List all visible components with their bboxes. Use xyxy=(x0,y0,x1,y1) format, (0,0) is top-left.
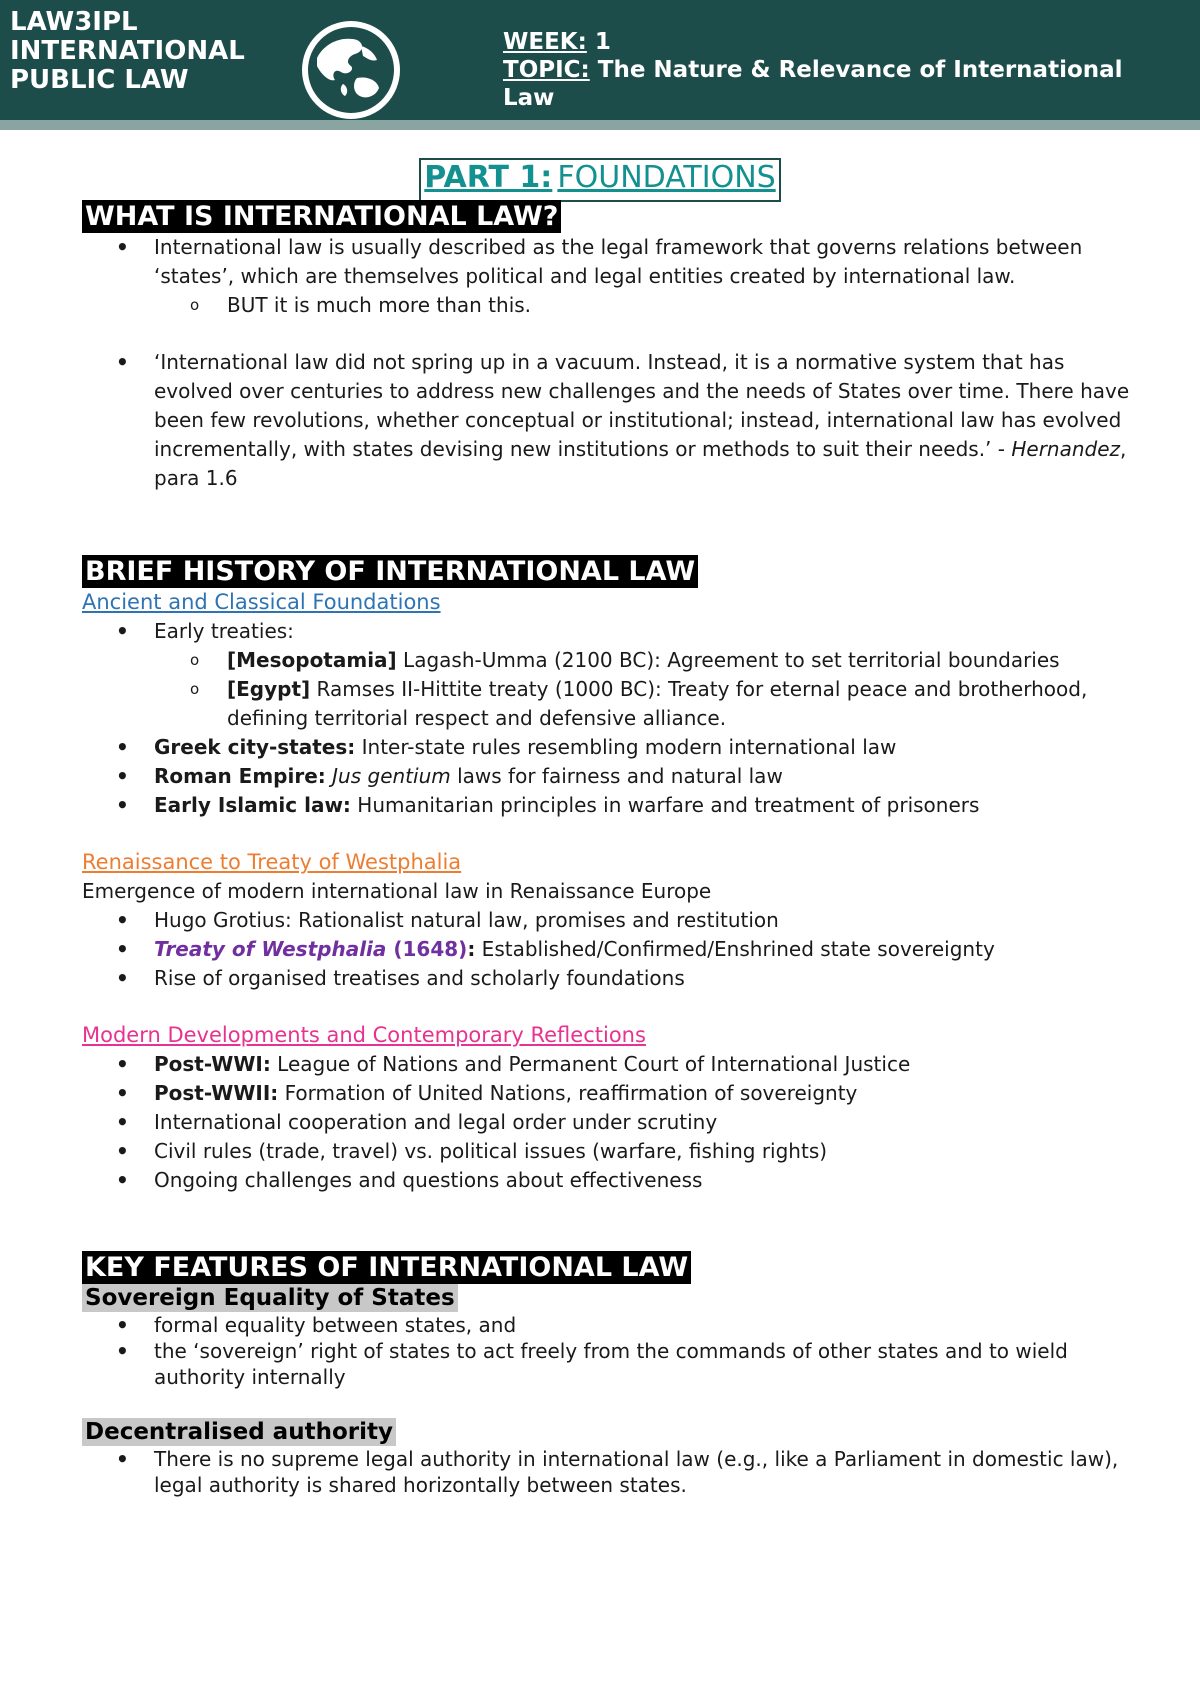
item-italic: Jus gentium xyxy=(332,764,451,788)
spacer xyxy=(82,1390,1132,1418)
decentralised-list xyxy=(82,1446,1132,1498)
list-item xyxy=(82,1050,1132,1079)
sub-list-item xyxy=(82,675,1132,733)
list-item: • International cooperation and legal order under scrutiny xyxy=(82,1108,1132,1137)
renaissance-intro: Emergence of modern international law in Renaissance Europe xyxy=(82,879,712,903)
treaty-name: Treaty of Westphalia xyxy=(154,937,387,961)
part-title-box xyxy=(419,158,780,202)
globe-icon xyxy=(295,18,407,122)
item-text: Formation of United Nations, reaffirmation of sovereignty xyxy=(278,1081,858,1105)
item-text: Humanitarian principles in warfare and treatment of prisoners xyxy=(350,793,980,817)
section-heading-history: BRIEF HISTORY OF INTERNATIONAL LAW xyxy=(82,555,698,588)
what-is-list xyxy=(82,233,1132,320)
list-item xyxy=(82,762,1132,791)
list-item: • Ongoing challenges and questions about effectiveness xyxy=(82,1166,1132,1195)
list-item: • There is no supreme legal authority in international law (e.g., like a Parliament in domestic law), legal authority is shared horizontally between states. xyxy=(82,1446,1132,1498)
week-topic-block xyxy=(503,28,1143,111)
list-item: • Civil rules (trade, travel) vs. political issues (warfare, fishing rights) xyxy=(82,1137,1132,1166)
list-item xyxy=(82,935,1132,964)
item-label: Post-WWI: xyxy=(154,1052,271,1076)
subheading-sovereign-equality: Sovereign Equality of States xyxy=(82,1284,458,1312)
sub-list-item xyxy=(82,646,1132,675)
part-name: FOUNDATIONS xyxy=(557,160,776,195)
list-item xyxy=(82,1079,1132,1108)
quote-item xyxy=(82,348,1132,493)
week-label: WEEK: xyxy=(503,29,587,55)
item-label: Greek city-states: xyxy=(154,735,356,759)
quote-author: Hernandez xyxy=(1011,437,1121,461)
sovereign-list xyxy=(82,1312,1132,1390)
week-line xyxy=(503,28,1143,56)
quote-text: ‘International law did not spring up in a vacuum. Instead, it is a normative system that has evolved over centuries to address new challenges and the needs of States over time. There have been few revolutions, whether conceptual or institutional; instead, international law has evolved incrementally, with states devising new institutions or methods to suit their needs.’ - xyxy=(154,350,1130,461)
spacer xyxy=(82,1195,1132,1251)
header-stripe xyxy=(0,120,1200,130)
list-item: • International law is usually described as the legal framework that governs relations between ‘states’, which are themselves political and legal entities created by international law. xyxy=(82,233,1132,291)
quote-list xyxy=(82,348,1132,493)
list-item: • Hugo Grotius: Rationalist natural law, promises and restitution xyxy=(82,906,1132,935)
topic-label: TOPIC: xyxy=(503,57,590,83)
list-item: • Early treaties: xyxy=(82,617,1132,646)
item-text: laws for fairness and natural law xyxy=(450,764,783,788)
ancient-list xyxy=(82,617,1132,820)
subheading-renaissance: Renaissance to Treaty of Westphalia xyxy=(82,850,462,874)
modern-list xyxy=(82,1050,1132,1195)
section-heading-key-features: KEY FEATURES OF INTERNATIONAL LAW xyxy=(82,1251,691,1284)
topic-value: The Nature & Relevance of International Law xyxy=(503,57,1123,111)
sub-list-item: o BUT it is much more than this. xyxy=(82,291,1132,320)
list-item xyxy=(82,791,1132,820)
document-body xyxy=(82,200,1132,1498)
part-title xyxy=(0,158,1200,202)
item-text: Ramses II-Hittite treaty (1000 BC): Treaty for eternal peace and brotherhood, defining territorial respect and defensive alliance. xyxy=(227,677,1088,730)
spacer xyxy=(82,493,1132,555)
list-item: • formal equality between states, and xyxy=(82,1312,1132,1338)
spacer xyxy=(82,320,1132,348)
item-text: League of Nations and Permanent Court of International Justice xyxy=(270,1052,911,1076)
topic-line xyxy=(503,56,1143,112)
header-banner xyxy=(0,0,1200,120)
spacer xyxy=(82,820,1132,848)
item-label: [Mesopotamia] xyxy=(227,648,397,672)
treaty-colon: : xyxy=(467,937,476,961)
treaty-year: (1648) xyxy=(386,937,468,961)
item-label: Roman Empire: xyxy=(154,764,326,788)
subheading-decentralised-authority: Decentralised authority xyxy=(82,1418,396,1446)
item-text: Established/Confirmed/Enshrined state sovereignty xyxy=(475,937,995,961)
week-value: 1 xyxy=(594,29,611,55)
subheading-modern: Modern Developments and Contemporary Reflections xyxy=(82,1023,646,1047)
part-label: PART 1: xyxy=(424,160,553,195)
item-label: Post-WWII: xyxy=(154,1081,279,1105)
spacer xyxy=(82,993,1132,1021)
subheading-ancient: Ancient and Classical Foundations xyxy=(82,590,441,614)
list-item: • Rise of organised treatises and scholarly foundations xyxy=(82,964,1132,993)
item-text: Lagash-Umma (2100 BC): Agreement to set territorial boundaries xyxy=(396,648,1060,672)
renaissance-list xyxy=(82,906,1132,993)
list-item xyxy=(82,733,1132,762)
course-title: LAW3IPL INTERNATIONAL PUBLIC LAW xyxy=(10,7,245,95)
list-item: • the ‘sovereign’ right of states to act freely from the commands of other states and to wield authority internally xyxy=(82,1338,1132,1390)
section-heading-what-is: WHAT IS INTERNATIONAL LAW? xyxy=(82,200,561,233)
item-label: Early Islamic law: xyxy=(154,793,351,817)
item-text: Inter-state rules resembling modern international law xyxy=(355,735,897,759)
item-label: [Egypt] xyxy=(227,677,311,701)
quote-citation: , para 1.6 xyxy=(154,437,1127,490)
